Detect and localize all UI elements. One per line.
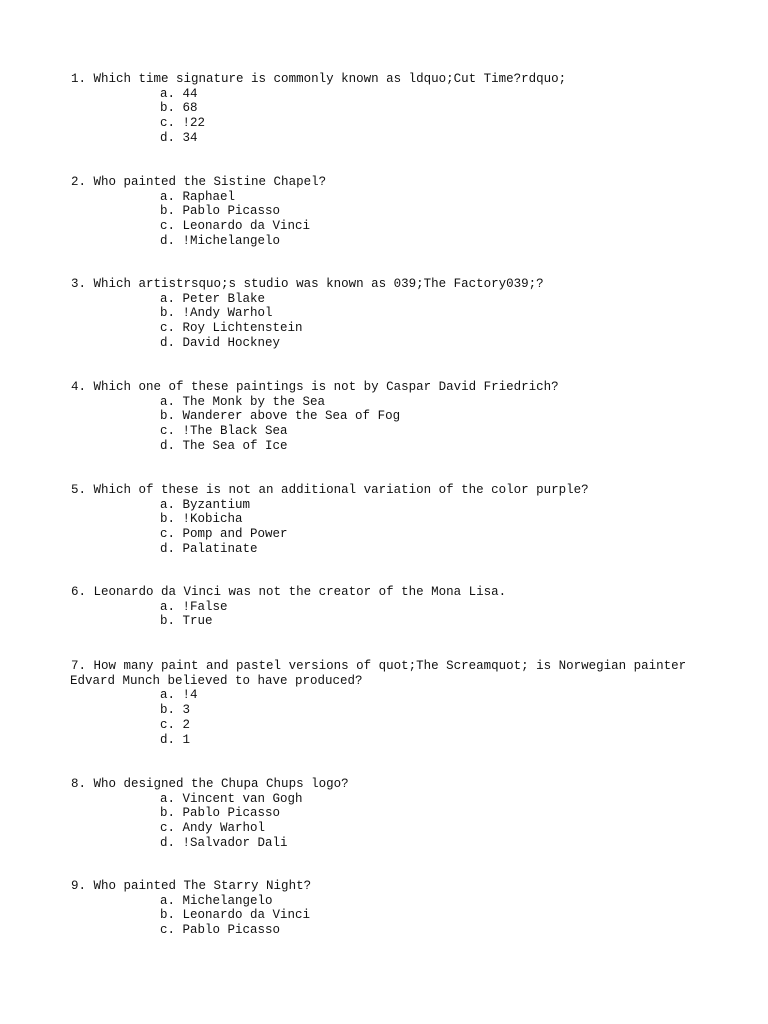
option-text: The Sea of Ice bbox=[182, 438, 288, 453]
option-text: !Andy Warhol bbox=[182, 306, 273, 321]
answer-options bbox=[71, 395, 711, 454]
option-letter: a. bbox=[160, 599, 176, 614]
option-letter: a. bbox=[160, 688, 176, 703]
question-number: 3. bbox=[71, 277, 87, 291]
option-text: 3 bbox=[182, 703, 191, 718]
answer-options bbox=[71, 190, 711, 249]
option-letter: d. bbox=[160, 233, 176, 248]
question-number: 5. bbox=[71, 483, 87, 497]
option-letter: b. bbox=[160, 614, 176, 629]
question-3 bbox=[71, 277, 711, 351]
answer-option bbox=[71, 439, 711, 454]
option-letter: d. bbox=[160, 130, 176, 145]
option-text: Pablo Picasso bbox=[182, 923, 281, 938]
question-body: Which one of these paintings is not by Caspar David Friedrich? bbox=[93, 380, 559, 394]
option-text: Andy Warhol bbox=[182, 821, 266, 836]
answer-option bbox=[71, 718, 711, 733]
answer-option bbox=[71, 806, 711, 821]
option-text: The Monk by the Sea bbox=[182, 394, 326, 409]
option-letter: b. bbox=[160, 806, 176, 821]
answer-options bbox=[71, 688, 711, 747]
answer-option bbox=[71, 204, 711, 219]
question-number: 1. bbox=[71, 72, 87, 86]
option-text: 44 bbox=[182, 86, 198, 101]
answer-option bbox=[71, 703, 711, 718]
option-letter: b. bbox=[160, 512, 176, 527]
question-9 bbox=[71, 879, 711, 938]
option-letter: c. bbox=[160, 923, 176, 938]
option-text: Raphael bbox=[182, 189, 236, 204]
answer-option bbox=[71, 542, 711, 557]
answer-option bbox=[71, 306, 711, 321]
option-letter: c. bbox=[160, 116, 176, 131]
option-text: Vincent van Gogh bbox=[182, 791, 303, 806]
option-text: Leonardo da Vinci bbox=[182, 219, 311, 234]
answer-option bbox=[71, 395, 711, 410]
option-letter: b. bbox=[160, 306, 176, 321]
option-text: !Michelangelo bbox=[182, 233, 281, 248]
question-number: 2. bbox=[71, 175, 87, 189]
option-text: Byzantium bbox=[182, 497, 251, 512]
question-number: 9. bbox=[71, 879, 87, 893]
option-text: !Salvador Dali bbox=[182, 835, 288, 850]
option-letter: a. bbox=[160, 791, 176, 806]
option-letter: a. bbox=[160, 497, 176, 512]
option-letter: b. bbox=[160, 101, 176, 116]
option-text: Palatinate bbox=[182, 541, 258, 556]
question-4 bbox=[71, 380, 711, 454]
answer-option bbox=[71, 87, 711, 102]
question-text bbox=[71, 175, 711, 190]
answer-options bbox=[71, 792, 711, 851]
option-text: Wanderer above the Sea of Fog bbox=[182, 409, 401, 424]
option-letter: b. bbox=[160, 204, 176, 219]
option-letter: d. bbox=[160, 438, 176, 453]
option-letter: a. bbox=[160, 394, 176, 409]
option-text: !False bbox=[182, 599, 228, 614]
option-letter: d. bbox=[160, 335, 176, 350]
question-text-continued: Edvard Munch believed to have produced? bbox=[70, 673, 363, 688]
answer-option bbox=[71, 733, 711, 748]
question-number: 4. bbox=[71, 380, 87, 394]
option-letter: d. bbox=[160, 541, 176, 556]
option-text: !22 bbox=[182, 116, 206, 131]
answer-option bbox=[71, 190, 711, 205]
question-text bbox=[71, 777, 711, 792]
answer-option bbox=[71, 321, 711, 336]
answer-option bbox=[71, 336, 711, 351]
question-body: Leonardo da Vinci was not the creator of the Mona Lisa. bbox=[93, 585, 507, 599]
question-text bbox=[71, 380, 711, 395]
question-body: How many paint and pastel versions of quot;The Screamquot; is Norwegian painter bbox=[93, 659, 687, 673]
option-text: 68 bbox=[182, 101, 198, 116]
answer-options bbox=[71, 600, 711, 629]
option-text: 1 bbox=[182, 732, 191, 747]
answer-options bbox=[71, 894, 711, 938]
option-text: True bbox=[182, 614, 213, 629]
option-text: Pablo Picasso bbox=[182, 806, 281, 821]
question-body: Which time signature is commonly known as ldquo;Cut Time?rdquo; bbox=[93, 72, 567, 86]
answer-option bbox=[71, 219, 711, 234]
question-8 bbox=[71, 777, 711, 851]
answer-options bbox=[71, 292, 711, 351]
option-letter: c. bbox=[160, 821, 176, 836]
question-number: 6. bbox=[71, 585, 87, 599]
question-1 bbox=[71, 72, 711, 146]
option-letter: a. bbox=[160, 189, 176, 204]
question-text bbox=[71, 483, 711, 498]
answer-option bbox=[71, 792, 711, 807]
option-text: !4 bbox=[182, 688, 198, 703]
question-text bbox=[71, 659, 711, 674]
option-letter: c. bbox=[160, 321, 176, 336]
question-text bbox=[71, 879, 711, 894]
option-text: !The Black Sea bbox=[182, 424, 288, 439]
option-letter: b. bbox=[160, 908, 176, 923]
option-text: Michelangelo bbox=[182, 893, 273, 908]
answer-option bbox=[71, 498, 711, 513]
answer-option bbox=[71, 614, 711, 629]
answer-option bbox=[71, 836, 711, 851]
answer-option bbox=[71, 600, 711, 615]
answer-option bbox=[71, 923, 711, 938]
option-text: 2 bbox=[182, 717, 191, 732]
question-text bbox=[71, 277, 711, 292]
answer-option bbox=[71, 292, 711, 307]
question-2 bbox=[71, 175, 711, 249]
option-text: Roy Lichtenstein bbox=[182, 321, 303, 336]
question-number: 8. bbox=[71, 777, 87, 791]
question-text bbox=[71, 585, 711, 600]
question-7 bbox=[71, 659, 711, 747]
question-number: 7. bbox=[71, 659, 87, 673]
option-letter: d. bbox=[160, 732, 176, 747]
answer-option bbox=[71, 894, 711, 909]
option-letter: d. bbox=[160, 835, 176, 850]
option-letter: a. bbox=[160, 893, 176, 908]
answer-option bbox=[71, 908, 711, 923]
option-text: David Hockney bbox=[182, 335, 281, 350]
answer-option bbox=[71, 116, 711, 131]
answer-option bbox=[71, 821, 711, 836]
answer-options bbox=[71, 498, 711, 557]
option-text: Pomp and Power bbox=[182, 527, 288, 542]
option-letter: b. bbox=[160, 703, 176, 718]
question-body: Which of these is not an additional variation of the color purple? bbox=[93, 483, 589, 497]
question-body: Which artistrsquo;s studio was known as 039;The Factory039;? bbox=[93, 277, 544, 291]
option-letter: a. bbox=[160, 86, 176, 101]
question-text bbox=[71, 72, 711, 87]
option-text: 34 bbox=[182, 130, 198, 145]
option-text: Peter Blake bbox=[182, 291, 266, 306]
answer-option bbox=[71, 527, 711, 542]
option-letter: c. bbox=[160, 527, 176, 542]
answer-option bbox=[71, 688, 711, 703]
option-text: Pablo Picasso bbox=[182, 204, 281, 219]
option-letter: b. bbox=[160, 409, 176, 424]
answer-option bbox=[71, 424, 711, 439]
answer-options bbox=[71, 87, 711, 146]
option-text: !Kobicha bbox=[182, 512, 243, 527]
question-6 bbox=[71, 585, 711, 629]
answer-option bbox=[71, 131, 711, 146]
option-letter: c. bbox=[160, 717, 176, 732]
question-body: Who designed the Chupa Chups logo? bbox=[93, 777, 349, 791]
answer-option bbox=[71, 409, 711, 424]
option-letter: a. bbox=[160, 291, 176, 306]
option-text: Leonardo da Vinci bbox=[182, 908, 311, 923]
answer-option bbox=[71, 512, 711, 527]
question-body: Who painted The Starry Night? bbox=[93, 879, 312, 893]
question-5 bbox=[71, 483, 711, 557]
answer-option bbox=[71, 234, 711, 249]
option-letter: c. bbox=[160, 424, 176, 439]
question-body: Who painted the Sistine Chapel? bbox=[93, 175, 327, 189]
option-letter: c. bbox=[160, 219, 176, 234]
answer-option bbox=[71, 101, 711, 116]
